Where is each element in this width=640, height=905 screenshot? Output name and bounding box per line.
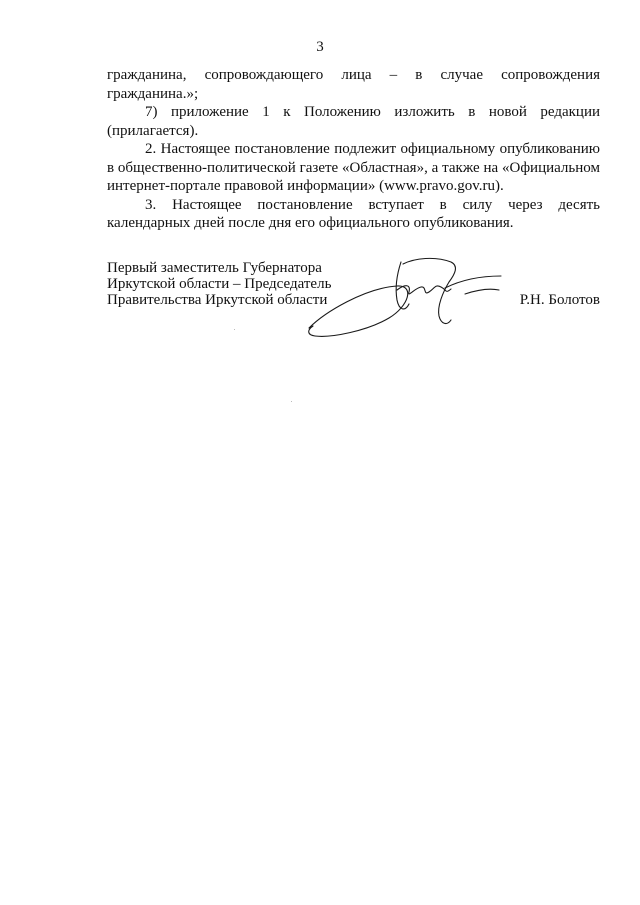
paragraph-item-7: 7) приложение 1 к Положению изложить в новой редакции (прилагается).: [107, 104, 600, 139]
signature-block: [107, 254, 600, 374]
scan-speck: [234, 329, 235, 330]
signer-title: [107, 260, 331, 308]
paragraph-item-2: 2. Настоящее постановление подлежит официальному опубликованию в общественно-политической газете «Областная», а также на «Официальном интернет-портале правовой информации» (www.pravo.gov.ru).: [107, 141, 600, 194]
paragraph-continuation: гражданина, сопровождающего лица – в случае сопровождения гражданина.»;: [107, 67, 600, 102]
scan-speck: [291, 401, 292, 402]
signer-title-line-1: Первый заместитель Губернатора: [107, 260, 322, 276]
paragraph-item-3: 3. Настоящее постановление вступает в силу через десять календарных дней после дня его официального опубликования.: [107, 196, 600, 231]
handwritten-signature: [305, 254, 505, 344]
signer-name: Р.Н. Болотов: [519, 292, 600, 308]
signer-title-line-2: Иркутской области – Председатель: [107, 276, 332, 292]
document-body: [107, 66, 600, 233]
page-number: 3: [316, 39, 324, 55]
signer-title-line-3: Правительства Иркутской области: [107, 292, 328, 308]
